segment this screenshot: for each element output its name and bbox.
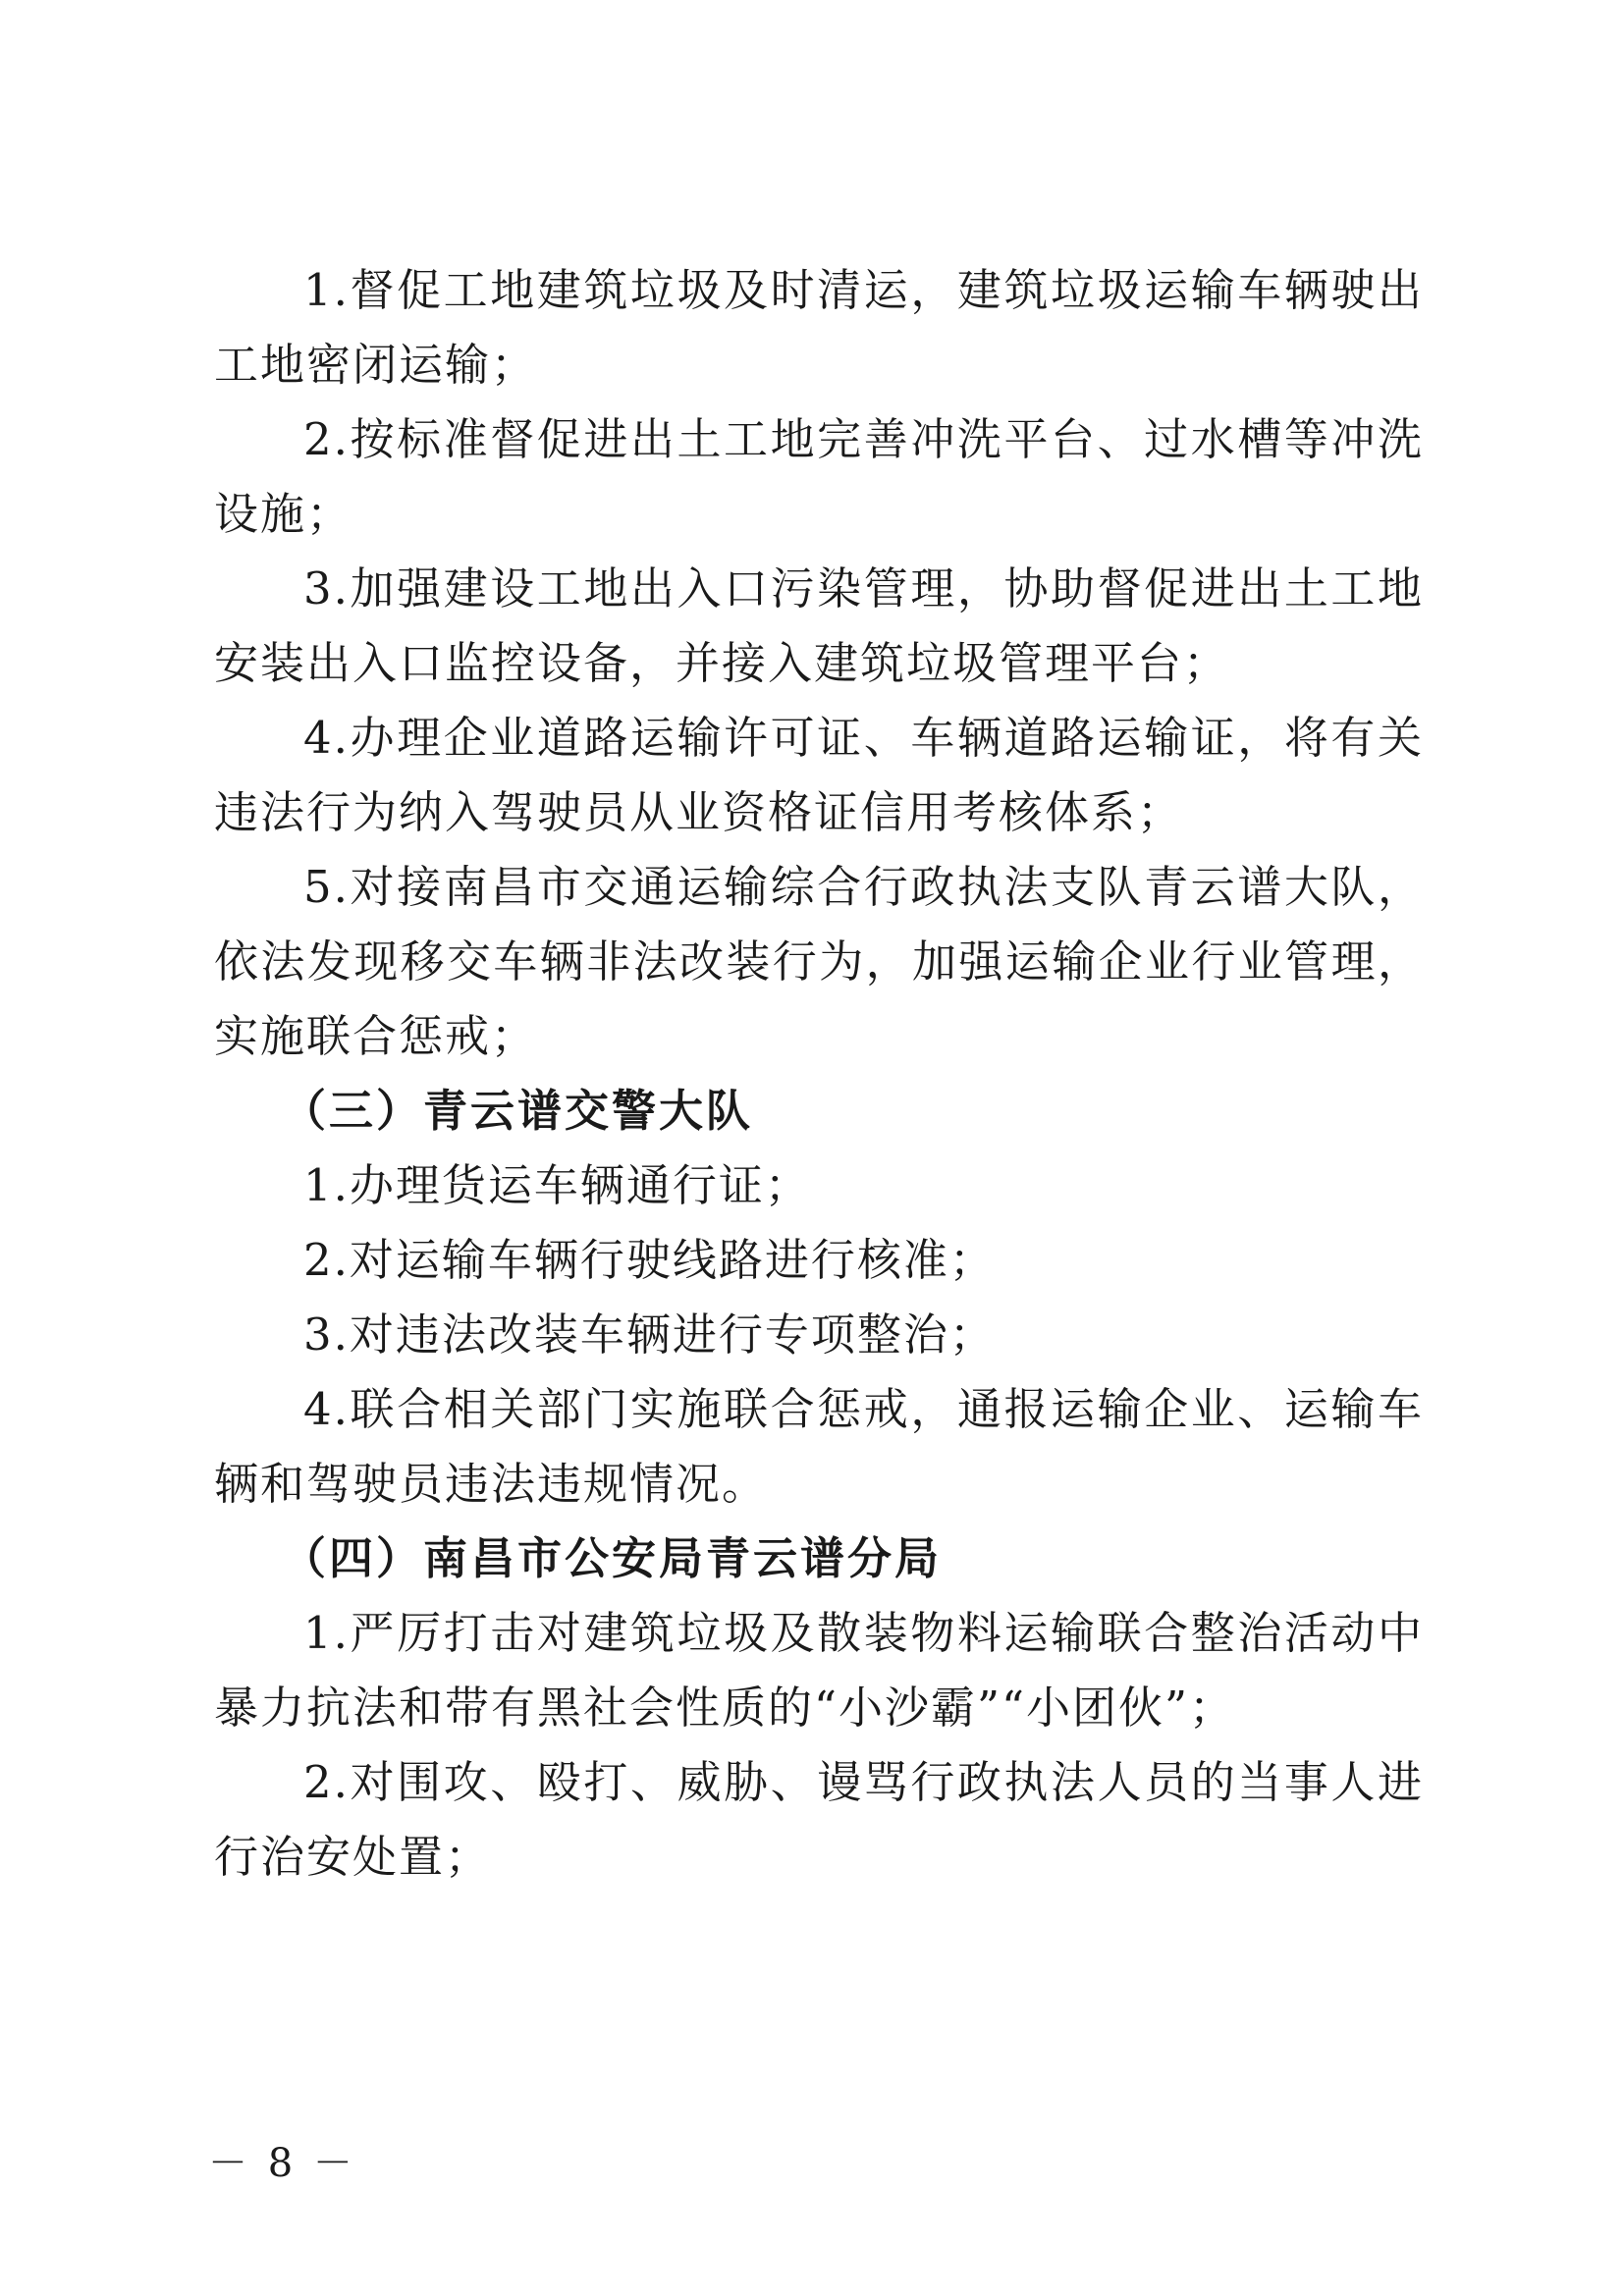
section-two-item-5: 5.对接南昌市交通运输综合行政执法支队青云谱大队，依法发现移交车辆非法改装行为，加强运输企业行业管理，实施联合惩戒； xyxy=(214,861,1424,1062)
section-two-item-4: 4.办理企业道路运输许可证、车辆道路运输证，将有关违法行为纳入驾驶员从业资格证信用考核体系； xyxy=(214,712,1424,838)
section-two-item-2: 2.按标准督促进出土工地完善冲洗平台、过水槽等冲洗设施； xyxy=(214,413,1424,540)
document-body xyxy=(214,253,1424,1895)
section-two-item-1: 1.督促工地建筑垃圾及时清运，建筑垃圾运输车辆驶出工地密闭运输； xyxy=(214,264,1424,391)
section-three-item-4: 4.联合相关部门实施联合惩戒，通报运输企业、运输车辆和驾驶员违法违规情况。 xyxy=(214,1383,1424,1510)
page-number: － 8 － xyxy=(208,2141,356,2186)
section-four-heading: （四）南昌市公安局青云谱分局 xyxy=(282,1532,943,1584)
section-four-item-2: 2.对围攻、殴打、威胁、谩骂行政执法人员的当事人进行治安处置； xyxy=(214,1756,1424,1883)
section-three-item-3: 3.对违法改装车辆进行专项整治； xyxy=(303,1308,996,1361)
section-three-item-1: 1.办理货运车辆通行证； xyxy=(303,1159,811,1211)
section-two-item-3: 3.加强建设工地出入口污染管理，协助督促进出土工地安装出入口监控设备，并接入建筑垃圾管理平台； xyxy=(214,562,1424,689)
section-four-item-1: 1.严厉打击对建筑垃圾及散装物料运输联合整治活动中暴力抗法和带有黑社会性质的“小沙霸”“小团伙”； xyxy=(214,1607,1424,1734)
section-three-item-2: 2.对运输车辆行驶线路进行核准； xyxy=(303,1234,996,1286)
section-three-heading: （三）青云谱交警大队 xyxy=(282,1085,754,1137)
